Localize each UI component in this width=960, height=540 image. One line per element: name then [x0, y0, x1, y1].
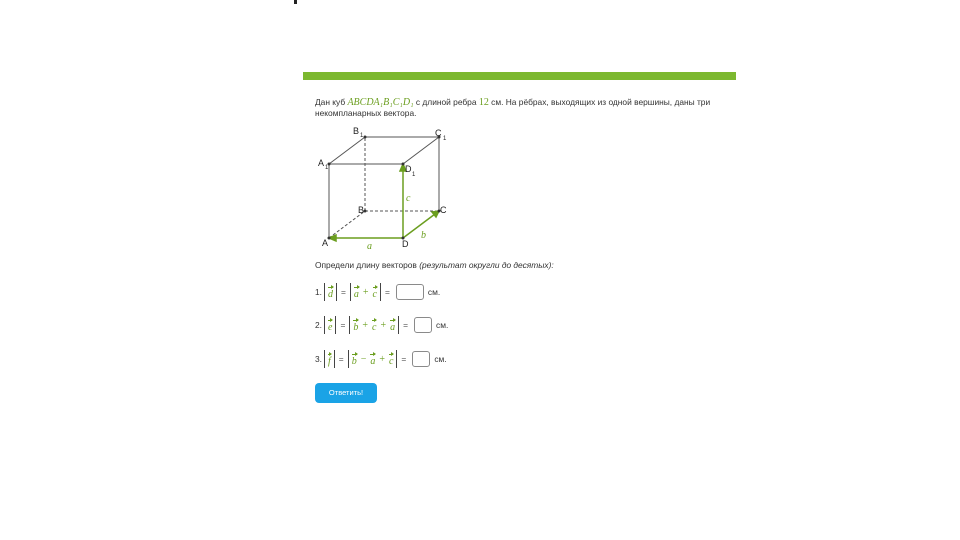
problem-statement [315, 97, 730, 119]
row-number: 3. [315, 354, 322, 364]
cube-figure [315, 122, 465, 252]
edge-A1-B1 [329, 137, 365, 164]
abs-sum [350, 283, 381, 301]
answer-row-2 [315, 314, 448, 336]
equals-sign: = [385, 287, 390, 297]
vector-term: a [354, 285, 359, 300]
equals-sign: = [341, 287, 346, 297]
task-instruction [315, 260, 554, 270]
vector-b-label: b [421, 230, 426, 241]
label-A1: A [318, 158, 325, 168]
answer-row-1 [315, 281, 440, 303]
submit-button[interactable]: Ответить! [315, 383, 377, 403]
equals-sign: = [340, 320, 346, 330]
task-note: (результат округли до десятых): [419, 260, 554, 270]
edge-A-B [329, 211, 365, 238]
top-edge-mark [294, 0, 297, 4]
label-B1-sub: 1 [360, 133, 364, 139]
vector-term: a [370, 352, 375, 367]
abs-sum [349, 316, 399, 334]
edge-length: 12 [478, 97, 489, 108]
equals-sign: = [338, 354, 344, 364]
equals-sign: = [401, 354, 407, 364]
operator: + [362, 286, 369, 298]
label-C1: C [435, 128, 442, 138]
label-D1-sub: 1 [412, 172, 416, 178]
task-card [303, 72, 736, 412]
row-number: 1. [315, 287, 322, 297]
label-C1-sub: 1 [443, 136, 447, 142]
vector-b-line [403, 214, 435, 238]
unit-label: см. [427, 287, 441, 297]
point-B1 [364, 136, 367, 139]
label-D: D [402, 239, 409, 249]
row-number: 2. [315, 320, 322, 330]
label-A: A [322, 238, 329, 248]
operator: − [360, 353, 367, 365]
label-D1: D [405, 164, 412, 174]
operator: + [379, 353, 385, 365]
operator: + [380, 319, 387, 331]
abs-sum [348, 350, 398, 368]
vector-f: f [328, 352, 331, 367]
vector-term: c [389, 352, 393, 367]
vector-term: b [353, 318, 358, 333]
cube-name: ABCDA₁B₁C₁D₁ [347, 97, 414, 108]
vector-term: c [372, 318, 376, 333]
label-B1: B [353, 126, 360, 136]
answer-input-2[interactable] [414, 317, 432, 333]
equals-sign: = [403, 320, 408, 330]
vector-a-label: a [367, 241, 372, 252]
vector-term: b [352, 352, 357, 367]
task-text: Определи длину векторов [315, 260, 417, 270]
answer-input-1[interactable] [396, 284, 424, 300]
intro-middle: с длиной ребра [415, 97, 477, 107]
green-header-bar [303, 72, 736, 80]
operator: + [362, 319, 368, 331]
label-A1-sub: 1 [325, 165, 329, 171]
answer-row-3 [315, 348, 447, 370]
vector-e: e [328, 318, 332, 333]
vector-d: d [328, 285, 333, 300]
edge-D1-C1 [403, 137, 439, 164]
abs-result [324, 316, 336, 334]
intro-suffix: см. На рёбрах, выходящих из одной вершины, даны три некомпланарных вектора. [315, 97, 711, 118]
abs-result [324, 283, 337, 301]
vector-c-label: c [406, 193, 411, 204]
abs-result [324, 350, 335, 368]
unit-label: см. [434, 354, 447, 364]
vector-term: a [390, 318, 395, 333]
label-B: B [358, 205, 365, 215]
intro-prefix: Дан куб [315, 97, 346, 107]
label-C: C [440, 205, 447, 215]
vector-term: c [373, 285, 377, 300]
answer-input-3[interactable] [412, 351, 430, 367]
unit-label: см. [436, 320, 449, 330]
